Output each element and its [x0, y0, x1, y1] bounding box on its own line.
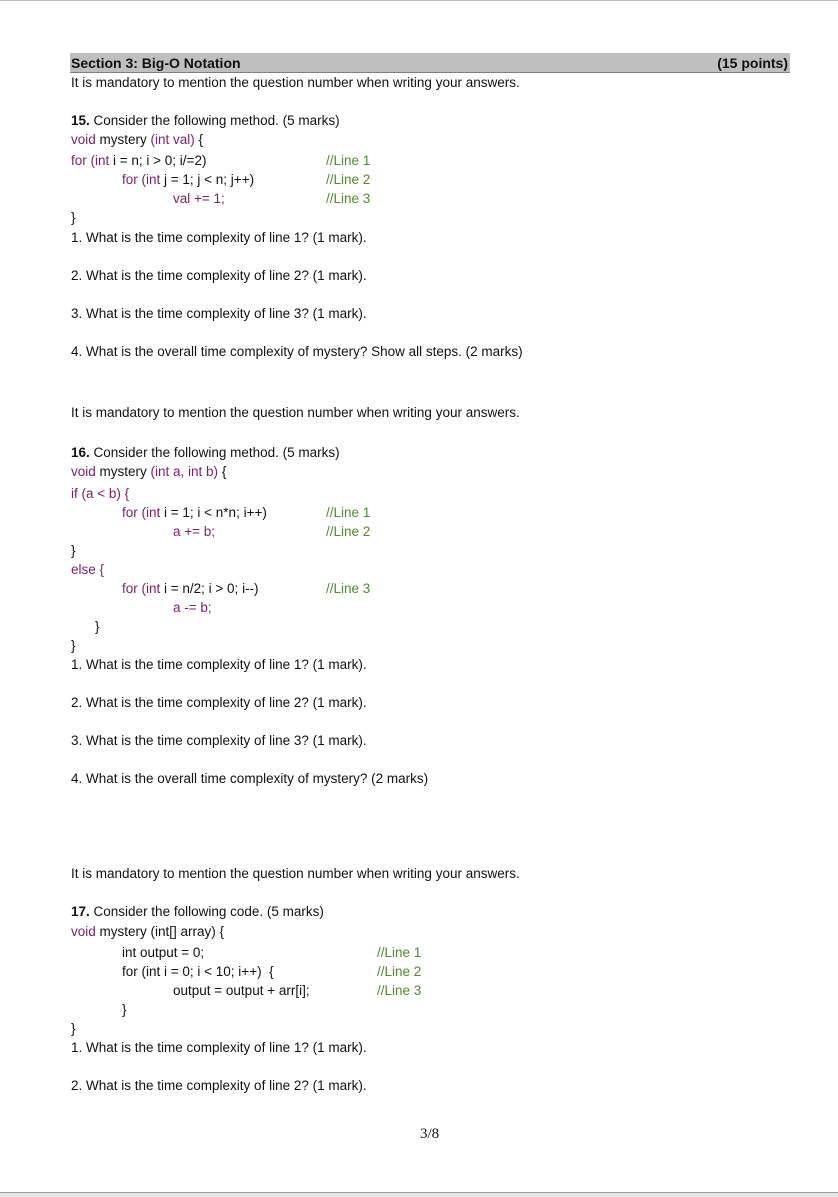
q15-comment-3: //Line 3 [326, 191, 371, 206]
q17-line-1: int output = 0; [122, 945, 205, 960]
question-text: Consider the following method. (5 marks) [89, 113, 340, 128]
q17-close-loop: } [122, 1002, 127, 1017]
q15-signature [71, 132, 203, 148]
q16-subquestion-3: 3. What is the time complexity of line 3? (1 mark). [71, 733, 367, 748]
question-text: Consider the following method. (5 marks) [89, 445, 340, 460]
q17-line-3: output = output + arr[i]; [173, 983, 310, 998]
q16-comment-1: //Line 1 [326, 505, 371, 520]
q15-subquestion-4: 4. What is the overall time complexity of mystery? Show all steps. (2 marks) [71, 344, 523, 359]
question-number: 17. [71, 904, 90, 919]
code-keyword: for (int [122, 172, 161, 187]
question-17-prompt [71, 904, 324, 920]
q16-line-2: a += b; [173, 524, 216, 539]
mandatory-note: It is mandatory to mention the question number when writing your answers. [71, 75, 520, 90]
q16-line-4: a -= b; [173, 600, 212, 615]
q16-comment-2: //Line 2 [326, 524, 371, 539]
code-keyword: for (int [71, 153, 110, 168]
q16-subquestion-1: 1. What is the time complexity of line 1? (1 mark). [71, 657, 367, 672]
q16-else-line: else { [71, 562, 105, 577]
q15-subquestion-1: 1. What is the time complexity of line 1? (1 mark). [71, 230, 367, 245]
q16-close-method: } [71, 638, 76, 653]
q17-subquestion-1: 1. What is the time complexity of line 1? (1 mark). [71, 1040, 367, 1055]
section-title: Section 3: Big-O Notation [71, 55, 241, 71]
q17-comment-2: //Line 2 [377, 964, 422, 979]
code-brace: { [218, 464, 227, 479]
q16-subquestion-4: 4. What is the overall time complexity of mystery? (2 marks) [71, 771, 429, 786]
q16-line-1 [122, 505, 267, 521]
q17-signature [71, 924, 224, 940]
q17-comment-1: //Line 1 [377, 945, 422, 960]
q15-line-2 [122, 172, 254, 188]
code-method-name: mystery [95, 464, 151, 479]
q15-line-3: val += 1; [173, 191, 225, 206]
q16-if-line: if (a < b) { [71, 486, 130, 501]
q16-comment-3: //Line 3 [326, 581, 371, 596]
q17-comment-3: //Line 3 [377, 983, 422, 998]
q15-line-1 [71, 153, 206, 169]
question-16-prompt [71, 445, 340, 461]
code-method-name: mystery (int[] array) { [95, 924, 225, 939]
q15-comment-2: //Line 2 [326, 172, 371, 187]
code-params: (int a, int b) [150, 464, 219, 479]
code-keyword: for (int [122, 505, 161, 520]
code-keyword: for (int [122, 581, 161, 596]
question-number: 16. [71, 445, 90, 460]
q17-close-method: } [71, 1021, 76, 1036]
q17-line-2: for (int i = 0; i < 10; i++) { [122, 964, 274, 979]
q15-comment-1: //Line 1 [326, 153, 371, 168]
section-points: (15 points) [717, 55, 788, 71]
code-keyword: void [71, 132, 96, 147]
q16-subquestion-2: 2. What is the time complexity of line 2? (1 mark). [71, 695, 367, 710]
mandatory-note: It is mandatory to mention the question number when writing your answers. [71, 405, 520, 420]
page-top-border [0, 0, 838, 1]
mandatory-note: It is mandatory to mention the question number when writing your answers. [71, 866, 520, 881]
question-text: Consider the following code. (5 marks) [89, 904, 324, 919]
code-keyword: void [71, 464, 96, 479]
code-text: i = n/2; i > 0; i--) [160, 581, 259, 596]
code-text: i = n; i > 0; i/=2) [109, 153, 207, 168]
q15-close-brace: } [71, 210, 76, 225]
code-keyword: void [71, 924, 96, 939]
code-params: (int val) [150, 132, 195, 147]
q16-line-3 [122, 581, 259, 597]
page-number: 3/8 [420, 1126, 440, 1142]
q15-subquestion-3: 3. What is the time complexity of line 3? (1 mark). [71, 306, 367, 321]
q17-subquestion-2: 2. What is the time complexity of line 2? (1 mark). [71, 1078, 367, 1093]
question-number: 15. [71, 113, 90, 128]
code-text: j = 1; j < n; j++) [160, 172, 255, 187]
code-text: i = 1; i < n*n; i++) [160, 505, 267, 520]
q16-close-else: } [95, 619, 100, 634]
question-15-prompt [71, 113, 340, 129]
q15-subquestion-2: 2. What is the time complexity of line 2? (1 mark). [71, 268, 367, 283]
q16-close-if: } [71, 543, 76, 558]
code-brace: { [194, 132, 204, 147]
page-bottom-border [0, 1192, 838, 1197]
q16-signature [71, 464, 226, 480]
code-method-name: mystery [95, 132, 151, 147]
